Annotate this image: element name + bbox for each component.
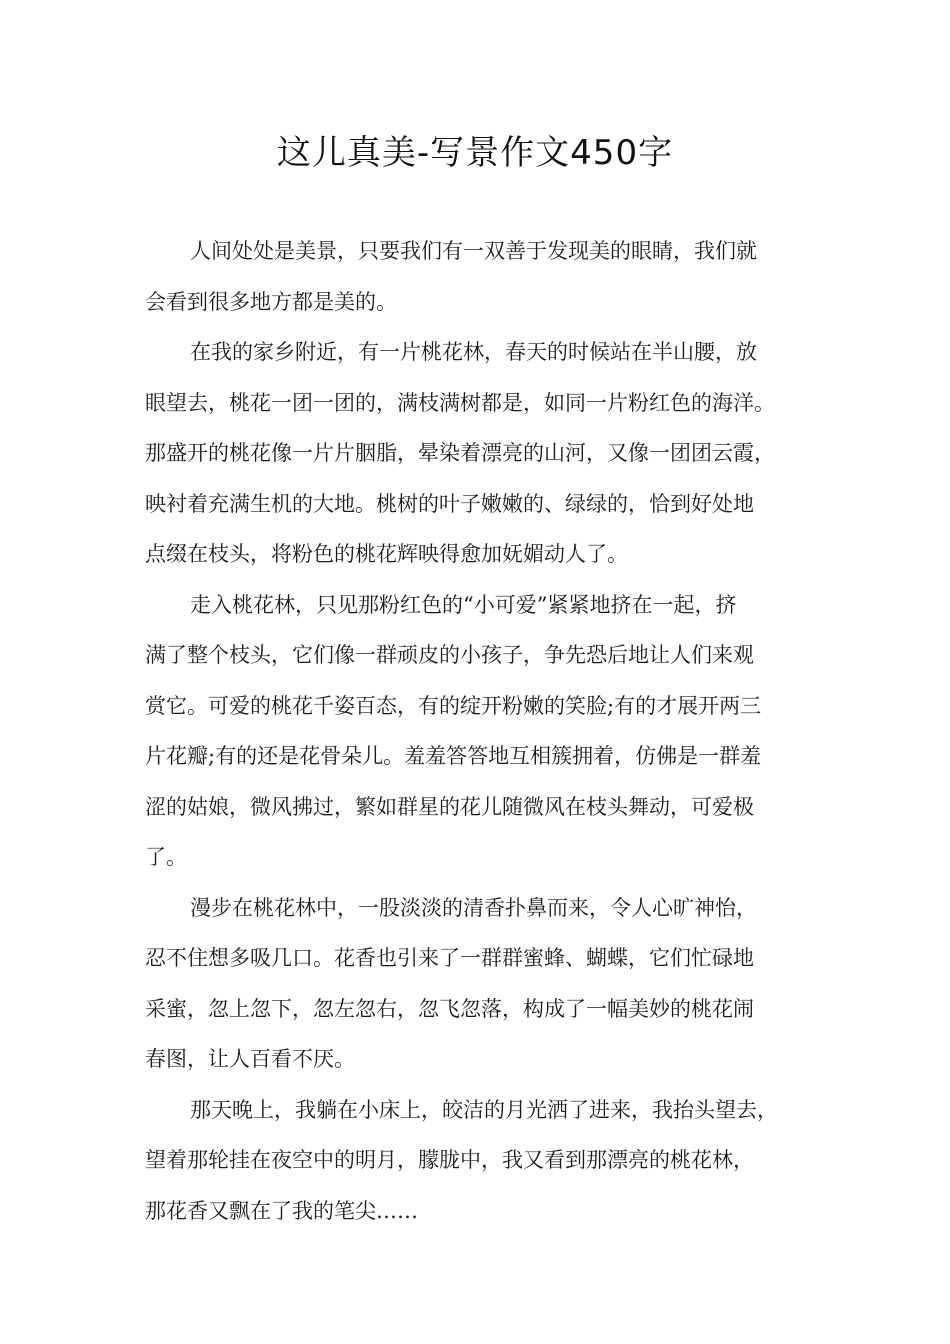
text-line: 映衬着充满生机的大地。桃树的叶子嫩嫩的、绿绿的，恰到好处地 <box>145 491 754 516</box>
text-line: 那盛开的桃花像一片片胭脂，晕染着漂亮的山河，又像一团团云霞， <box>145 441 775 465</box>
text-line: 走入桃花林，只见那粉红色的“小可爱”紧紧地挤在一起，挤 <box>190 592 737 617</box>
text-line: 那天晚上，我躺在小床上，皎洁的月光洒了进来，我抬头望去， <box>190 1097 778 1122</box>
text-line: 春图，让人百看不厌。 <box>145 1047 355 1071</box>
text-line: 眼望去，桃花一团一团的，满枝满树都是，如同一片粉红色的海洋。 <box>145 390 775 415</box>
text-line: 漫步在桃花林中，一股淡淡的清香扑鼻而来，令人心旷神怡， <box>190 895 757 920</box>
text-line: 人间处处是美景，只要我们有一双善于发现美的眼睛，我们就 <box>190 239 757 263</box>
text-line: 望着那轮挂在夜空中的明月，朦胧中，我又看到那漂亮的桃花林， <box>145 1148 754 1172</box>
text-line: 赏它。可爱的桃花千姿百态，有的绽开粉嫩的笑脸;有的才展开两三 <box>145 693 762 718</box>
text-line: 会看到很多地方都是美的。 <box>145 289 397 314</box>
text-line: 在我的家乡附近，有一片桃花林，春天的时候站在半山腰，放 <box>190 340 757 364</box>
text-line: 涩的姑娘，微风拂过，繁如群星的花儿随微风在枝头舞动，可爱极 <box>145 794 754 819</box>
text-line: 采蜜，忽上忽下，忽左忽右，忽飞忽落，构成了一幅美妙的桃花闹 <box>145 996 754 1021</box>
text-line: 那花香又飘在了我的笔尖…… <box>145 1198 418 1223</box>
text-line: 点缀在枝头，将粉色的桃花辉映得愈加妩媚动人了。 <box>145 542 628 566</box>
text-line: 片花瓣;有的还是花骨朵儿。羞羞答答地互相簇拥着，仿佛是一群羞 <box>145 744 762 768</box>
document-body <box>145 226 825 1236</box>
text-line: 满了整个枝头，它们像一群顽皮的小孩子，争先恐后地让人们来观 <box>145 643 754 667</box>
document-title: 这儿真美-写景作文450字 <box>276 133 674 173</box>
text-line: 忍不住想多吸几口。花香也引来了一群群蜜蜂、蝴蝶，它们忙碌地 <box>145 946 754 970</box>
text-line: 了。 <box>145 845 187 869</box>
